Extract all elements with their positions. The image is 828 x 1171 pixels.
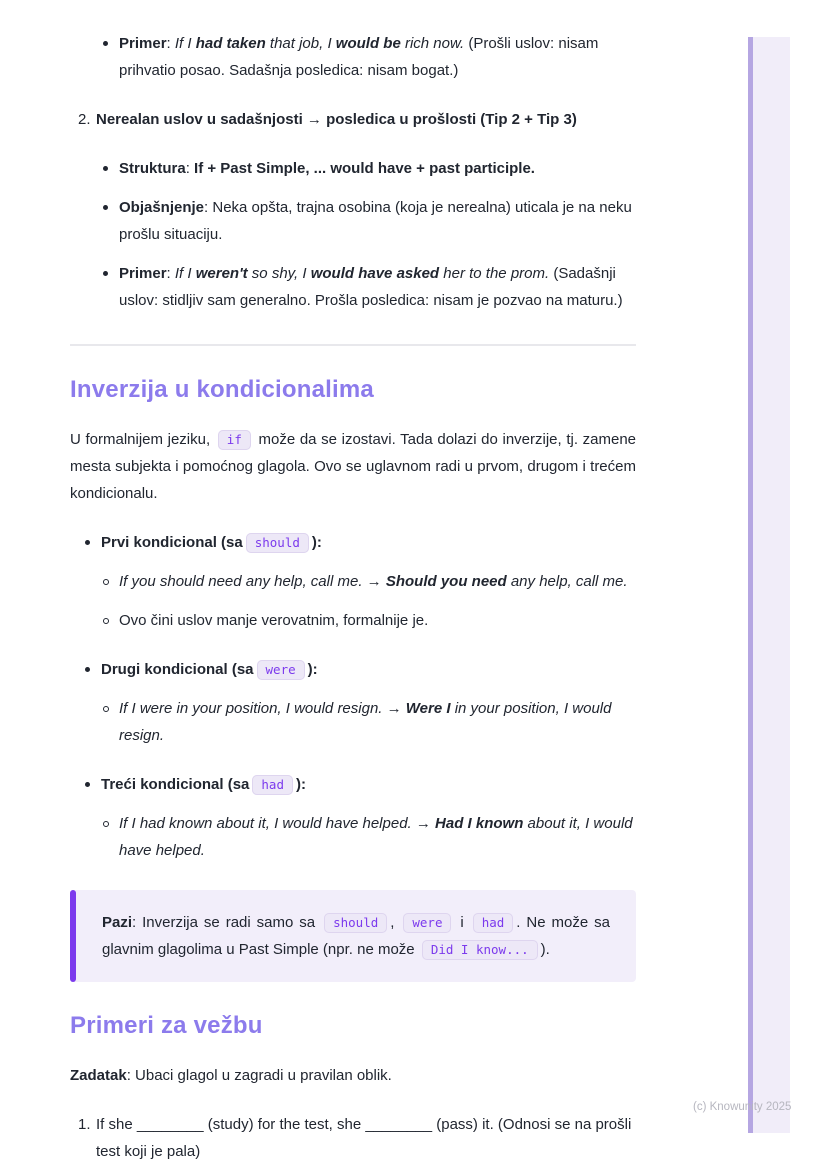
- callout-accent-bar: [70, 890, 76, 982]
- text-run: : Ubaci glagol u zagradi u pravilan oblik.: [126, 1067, 392, 1084]
- text-run: . Ne može sa glavnim glagolima u Past Simple (npr. ne može: [102, 914, 610, 958]
- text-run: Ovo čini uslov manje verovatnim, formalnije je.: [119, 612, 429, 629]
- warning-callout: [70, 890, 636, 982]
- second-conditional-example: [103, 695, 636, 749]
- first-conditional-note-text: [119, 607, 636, 634]
- text-run: ):: [307, 661, 318, 678]
- text-run: Pazi: [102, 914, 133, 931]
- text-run: : Neka opšta, trajna osobina (koja je nerealna) uticala je na neku prošlu situaciju.: [119, 199, 632, 243]
- code-chip: Did I know...: [422, 940, 538, 960]
- task-paragraph: [70, 1062, 636, 1089]
- text-run: If I were in your position, I would resign. →: [119, 700, 406, 717]
- text-run: If she ________ (study) for the test, she ________ (pass) it. (Odnosi se na prošli test koji je pala): [96, 1116, 632, 1160]
- numbered-item-text: [96, 106, 636, 133]
- code-chip: should: [246, 533, 309, 553]
- circle-bullet-icon: [103, 579, 109, 585]
- exercise-item: [78, 1111, 636, 1165]
- code-chip: had: [473, 913, 514, 933]
- bullet-icon: [85, 782, 90, 787]
- text-run: :: [166, 265, 175, 282]
- text-run: in your position, I would resign.: [119, 700, 612, 744]
- first-conditional-note: [103, 607, 636, 634]
- first-conditional-label: [101, 529, 636, 556]
- inversion-intro-paragraph: [70, 426, 636, 507]
- text-run: Prvi kondicional (sa: [101, 534, 243, 551]
- text-run: Primer: [119, 35, 167, 52]
- text-run: može da se izostavi. Tada dolazi do inverzije, tj. zamene mesta subjekta i pomoćnog glagola. Ovo se uglavnom radi u prvom, drugom i trećem kondicionalu.: [70, 431, 636, 502]
- text-run: Should you need: [385, 573, 507, 590]
- text-run: Drugi kondicional (sa: [101, 661, 254, 678]
- text-run: rich now.: [400, 35, 465, 52]
- second-conditional-label: [101, 656, 636, 683]
- circle-bullet-icon: [103, 706, 109, 712]
- third-conditional-example-text: [119, 810, 636, 864]
- section-divider: [70, 344, 636, 346]
- code-chip: were: [403, 913, 451, 933]
- bullet-icon: [85, 540, 90, 545]
- lead-example-text: [119, 30, 636, 84]
- exercise-item-text: [96, 1111, 636, 1165]
- example-bullet: [103, 260, 636, 314]
- numbered-item-marker: 2.: [78, 111, 91, 128]
- text-run: Primer: [119, 265, 167, 282]
- text-run: If I had known about it, I would have helped. →: [119, 815, 436, 832]
- text-run: that job, I: [265, 35, 336, 52]
- exercise-item-marker: 1.: [78, 1116, 91, 1133]
- explanation-bullet: [103, 194, 636, 248]
- example-text: [119, 260, 636, 314]
- text-run: would have asked: [310, 265, 440, 282]
- text-run: any help, call me.: [506, 573, 628, 590]
- text-run: Struktura: [119, 160, 186, 177]
- watermark: (c) Knowunity 2025: [693, 1101, 792, 1113]
- third-conditional-example: [103, 810, 636, 864]
- text-run: ,: [390, 914, 401, 931]
- text-run: Objašnjenje: [119, 199, 205, 216]
- bullet-icon: [103, 271, 108, 276]
- text-run: If you should need any help, call me. →: [119, 573, 386, 590]
- text-run: :: [185, 160, 195, 177]
- structure-bullet: [103, 155, 636, 182]
- text-run: her to the prom.: [439, 265, 550, 282]
- bullet-icon: [85, 667, 90, 672]
- text-run: ).: [540, 941, 550, 958]
- text-run: i: [454, 914, 470, 931]
- text-run: : Inverzija se radi samo sa: [132, 914, 322, 931]
- lead-example-item: [103, 30, 636, 84]
- bullet-icon: [103, 41, 108, 46]
- next-page-edge-strip: [748, 37, 790, 1133]
- inversion-section-heading: Inverzija u kondicionalima: [70, 376, 374, 403]
- circle-bullet-icon: [103, 618, 109, 624]
- first-conditional-example-text: [119, 568, 636, 595]
- third-conditional-label: [101, 771, 636, 798]
- text-run: ):: [295, 776, 306, 793]
- text-run: (Prošli uslov: nisam prihvatio posao. Sadašnja posledica: nisam bogat.): [119, 35, 599, 79]
- text-run: :: [166, 35, 175, 52]
- text-run: weren't: [195, 265, 248, 282]
- explanation-text: [119, 194, 636, 248]
- circle-bullet-icon: [103, 821, 109, 827]
- text-run: Nerealan uslov u sadašnjosti → posledica u prošlosti (Tip 2 + Tip 3): [96, 111, 577, 128]
- warning-callout-text: [102, 909, 610, 963]
- text-run: If I: [174, 35, 196, 52]
- text-run: Were I: [405, 700, 451, 717]
- text-run: would be: [335, 35, 401, 52]
- code-chip: had: [252, 775, 293, 795]
- text-run: Had I known: [435, 815, 524, 832]
- text-run: so shy, I: [247, 265, 311, 282]
- text-run: Zadatak: [70, 1067, 127, 1084]
- second-conditional-bullet: [85, 656, 636, 683]
- structure-text: [119, 155, 636, 182]
- second-conditional-example-text: [119, 695, 636, 749]
- bullet-icon: [103, 166, 108, 171]
- first-conditional-bullet: [85, 529, 636, 556]
- text-run: If I: [174, 265, 196, 282]
- numbered-item: [78, 106, 636, 133]
- text-run: Treći kondicional (sa: [101, 776, 250, 793]
- text-run: U formalnijem jeziku,: [70, 431, 215, 448]
- code-chip: should: [324, 913, 387, 933]
- text-run: about it, I would have helped.: [119, 815, 633, 859]
- first-conditional-example: [103, 568, 636, 595]
- bullet-icon: [103, 205, 108, 210]
- text-run: had taken: [195, 35, 266, 52]
- document-content: [70, 30, 636, 1165]
- code-chip: if: [218, 430, 251, 450]
- practice-section-heading: Primeri za vežbu: [70, 1012, 263, 1039]
- text-run: If + Past Simple, ... would have + past participle.: [194, 160, 535, 177]
- text-run: ):: [311, 534, 322, 551]
- code-chip: were: [257, 660, 305, 680]
- third-conditional-bullet: [85, 771, 636, 798]
- text-run: (Sadašnji uslov: stidljiv sam generalno. Prošla posledica: nisam je pozvao na maturu.): [119, 265, 623, 309]
